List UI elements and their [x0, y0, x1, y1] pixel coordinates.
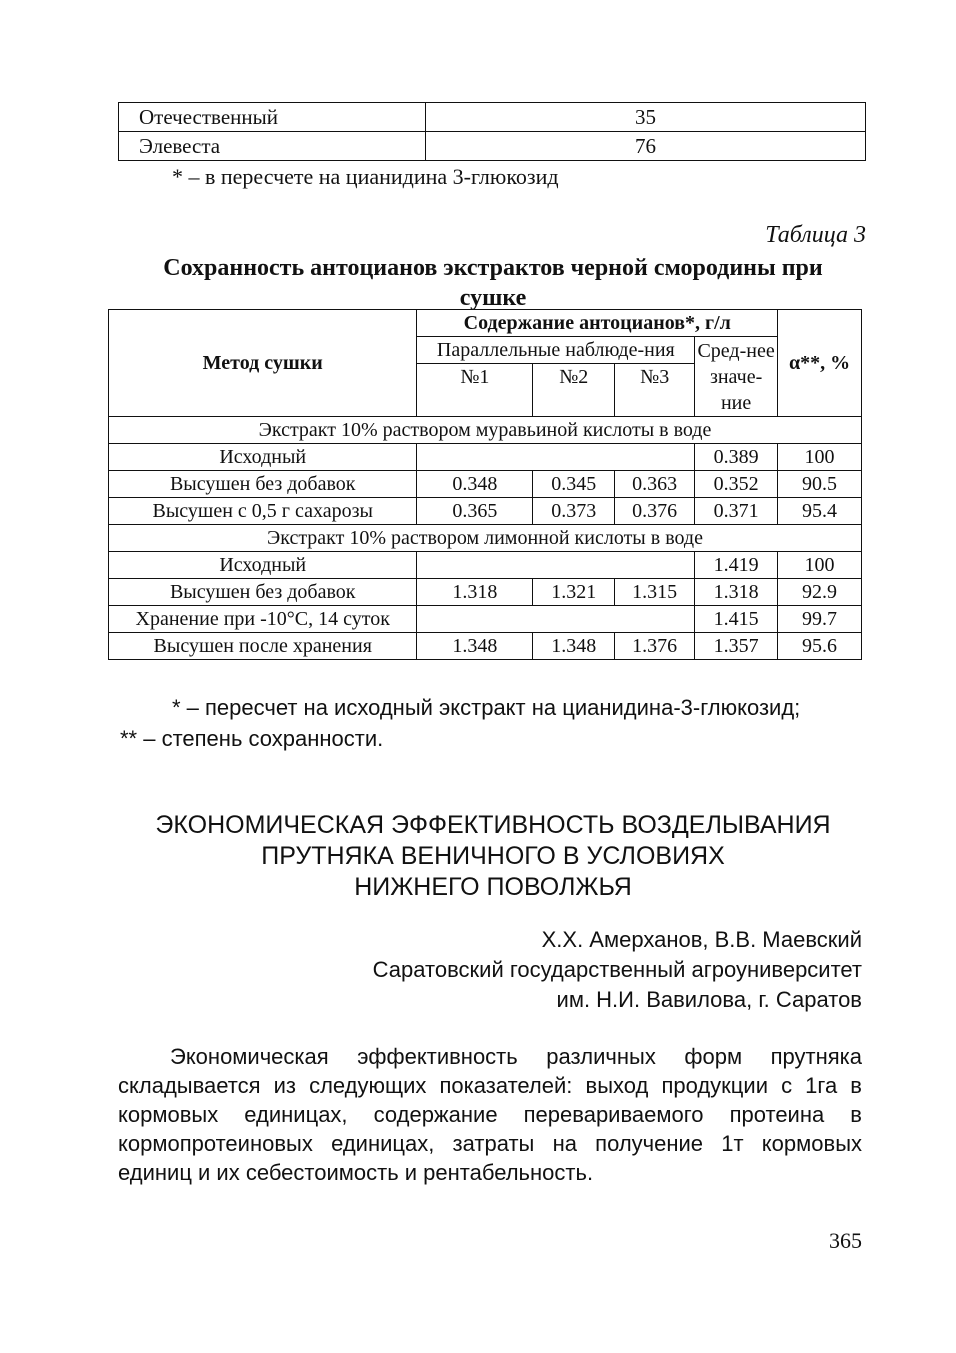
- authors: Х.Х. Амерханов, В.В. Маевский: [541, 927, 862, 952]
- section-row: [109, 417, 862, 444]
- n3-cell: 1.376: [615, 633, 695, 660]
- table-row: [109, 552, 862, 579]
- article-title-line: НИЖНЕГО ПОВОЛЖЬЯ: [354, 873, 632, 901]
- header-alpha: α**, %: [778, 310, 862, 417]
- header-n2: №2: [533, 364, 615, 417]
- method-cell: Высушен без добавок: [109, 471, 417, 498]
- n3-cell: 1.315: [615, 579, 695, 606]
- page-number: 365: [829, 1228, 862, 1253]
- table-cell: 35: [426, 103, 866, 132]
- affiliation: Саратовский государственный агроуниверситет: [372, 957, 862, 982]
- alpha-cell: 99.7: [778, 606, 862, 633]
- n1-cell: 0.365: [417, 498, 533, 525]
- alpha-cell: 100: [778, 552, 862, 579]
- header-mean: Сред-нее значе-ние: [695, 337, 778, 417]
- section-row: [109, 525, 862, 552]
- table-title: [100, 253, 886, 313]
- n3-cell: 0.363: [615, 471, 695, 498]
- table-row: [119, 132, 866, 161]
- table-label: Таблица 3: [765, 222, 866, 248]
- method-cell: Высушен после хранения: [109, 633, 417, 660]
- n1-cell: 0.348: [417, 471, 533, 498]
- header-method: Метод сушки: [109, 310, 417, 417]
- method-cell: Высушен без добавок: [109, 579, 417, 606]
- authors-block: [162, 925, 862, 1015]
- mean-cell: 1.415: [695, 606, 778, 633]
- mean-cell: 1.318: [695, 579, 778, 606]
- top-table: [118, 102, 866, 161]
- table-row: [109, 633, 862, 660]
- anthocyanin-table: [108, 309, 862, 660]
- article-title-line: ЭКОНОМИЧЕСКАЯ ЭФФЕКТИВНОСТЬ ВОЗДЕЛЫВАНИЯ: [155, 811, 831, 839]
- alpha-cell: 95.4: [778, 498, 862, 525]
- section-title: Экстракт 10% раствором лимонной кислоты в воде: [109, 525, 862, 552]
- table-row: [119, 103, 866, 132]
- n2-cell: 1.348: [533, 633, 615, 660]
- method-cell: Исходный: [109, 552, 417, 579]
- table-row: [109, 606, 862, 633]
- table-row: [109, 498, 862, 525]
- affiliation: им. Н.И. Вавилова, г. Саратов: [556, 987, 862, 1012]
- article-title-line: ПРУТНЯКА ВЕНИЧНОГО В УСЛОВИЯХ: [261, 842, 725, 870]
- empty-cell: [417, 444, 695, 471]
- table-cell: 76: [426, 132, 866, 161]
- top-table-footnote: * – в пересчете на цианидина 3-глюкозид: [172, 164, 559, 189]
- method-cell: Высушен с 0,5 г сахарозы: [109, 498, 417, 525]
- table-row: [109, 471, 862, 498]
- alpha-cell: 100: [778, 444, 862, 471]
- n2-cell: 0.345: [533, 471, 615, 498]
- section-title: Экстракт 10% раствором муравьиной кислоты в воде: [109, 417, 862, 444]
- header-parallel: Параллельные наблюде-ния: [417, 337, 695, 364]
- table-footnote-2: ** – степень сохранности.: [120, 726, 384, 751]
- table-row: [109, 444, 862, 471]
- n1-cell: 1.348: [417, 633, 533, 660]
- table-title-line: сушке: [459, 285, 527, 311]
- table-header-row: [109, 310, 862, 337]
- header-n3: №3: [615, 364, 695, 417]
- mean-cell: 1.419: [695, 552, 778, 579]
- header-content: Содержание антоцианов*, г/л: [417, 310, 778, 337]
- table-cell: Отечественный: [119, 103, 426, 132]
- mean-cell: 0.371: [695, 498, 778, 525]
- method-cell: Исходный: [109, 444, 417, 471]
- article-paragraph: Экономическая эффективность различных форм прутняка складывается из следующих показателей: выход продукции с 1га в кормовых единицах, содержание перевариваемого протеина в кормопротеиновых единицах, затраты на получение 1т кормовых единиц и их себестоимость и рентабельность.: [118, 1044, 862, 1185]
- n2-cell: 0.373: [533, 498, 615, 525]
- method-cell: Хранение при -10°С, 14 суток: [109, 606, 417, 633]
- header-n1: №1: [417, 364, 533, 417]
- alpha-cell: 92.9: [778, 579, 862, 606]
- alpha-cell: 90.5: [778, 471, 862, 498]
- mean-cell: 0.389: [695, 444, 778, 471]
- n1-cell: 1.318: [417, 579, 533, 606]
- empty-cell: [417, 552, 695, 579]
- mean-cell: 1.357: [695, 633, 778, 660]
- empty-cell: [417, 606, 695, 633]
- n3-cell: 0.376: [615, 498, 695, 525]
- alpha-cell: 95.6: [778, 633, 862, 660]
- mean-cell: 0.352: [695, 471, 778, 498]
- table-title-line: Сохранность антоцианов экстрактов черной смородины при: [163, 255, 823, 281]
- table-footnote-1: * – пересчет на исходный экстракт на цианидина-3-глюкозид;: [172, 695, 801, 720]
- table-cell: Элевеста: [119, 132, 426, 161]
- article-title: [100, 810, 886, 903]
- table-row: [109, 579, 862, 606]
- n2-cell: 1.321: [533, 579, 615, 606]
